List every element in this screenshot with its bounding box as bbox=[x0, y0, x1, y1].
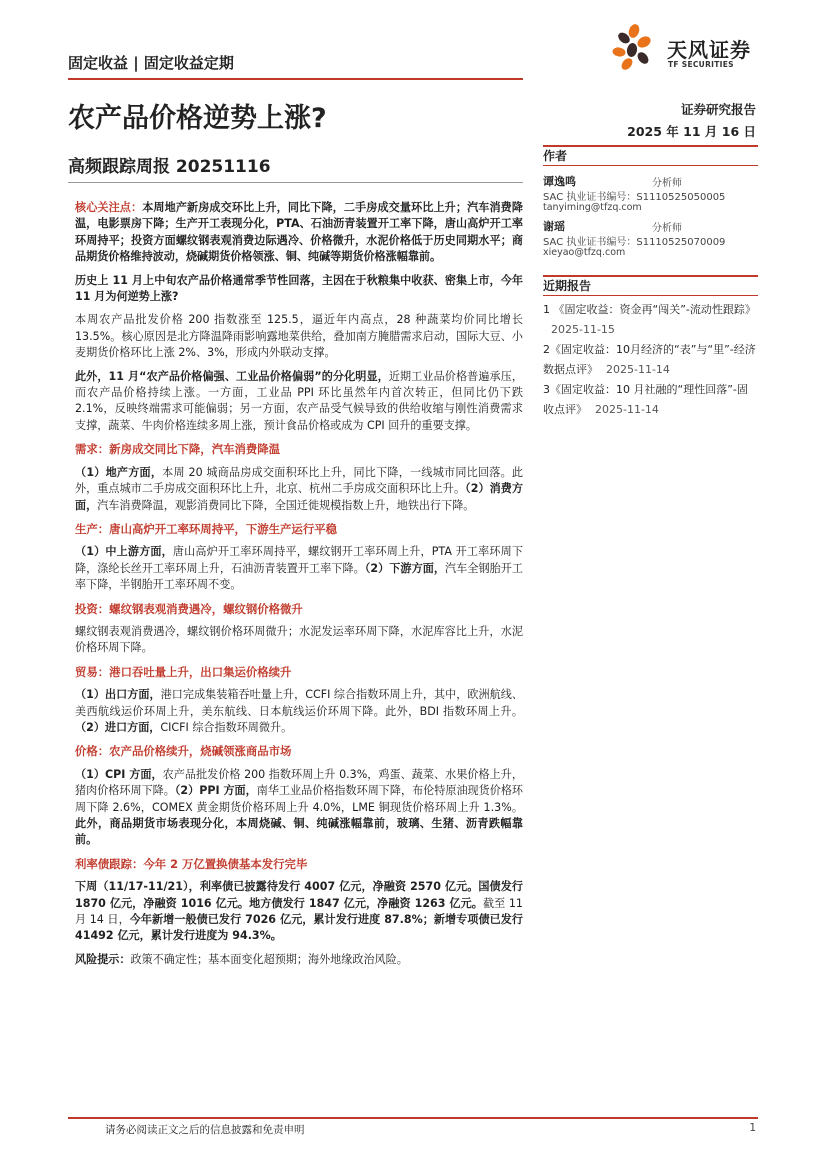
page-number: 1 bbox=[749, 1122, 756, 1134]
author-rule-bottom bbox=[543, 165, 758, 166]
report-subtitle: 高频跟踪周报 20251116 bbox=[68, 157, 271, 177]
body-paragraph: 下周（11/17-11/21），利率债已披露待发行 4007 亿元，净融资 2570 亿元。国债发行 1870 亿元，净融资 1016 亿元。地方债发行 1847 亿元，净融资 1263 亿元。截至 11 月 14 日，今年新增一般债已发行 7026 亿元，累计发行进度 87.8%；新增专项债已发行 41492 亿元，累计发行进度为 94.3%。 bbox=[75, 880, 523, 943]
section-heading-investment: 投资：螺纹钢表观消费遇冷，螺纹钢价格微升 bbox=[75, 601, 303, 616]
body-paragraph: 此外，11 月“农产品价格偏强、工业品价格偏弱”的分化明显，近期工业品价格普遍承压，而农产品价格持续上涨。一方面，工业品 PPI 环比虽然年内首次转正，但同比仍下跌 2.1%，反映终端需求可能偏弱；另一方面，农产品受气候导致的供给收缩与刚性消费需求支撑，蔬菜、牛肉价格连续多周上涨，预计食品价格或成为 CPI 回升的重要支撑。 bbox=[75, 369, 523, 432]
section-heading-production: 生产：唐山高炉开工率环周持平，下游生产运行平稳 bbox=[75, 521, 337, 536]
body-paragraph: （1）出口方面，港口完成集装箱吞吐量上升，CCFI 综合指数环周上升，其中，欧洲航线、美西航线运价环周上升，美东航线、日本航线运价环周下降。此外，BDI 指数环周上升。（2）进口方面，CICFI 综合指数环周微升。 bbox=[75, 688, 523, 734]
body-paragraph: （1）CPI 方面，农产品批发价格 200 指数环周上升 0.3%，鸡蛋、蔬菜、水果价格上升，猪肉价格环周下降。（2）PPI 方面，南华工业品价格指数环周下降，布伦特原油现货价格环周下降 2.6%，COMEX 黄金期货价格环周上升 4.0%，LME 铜现货价格环周上升 1.3%。此外，商品期货市场表现分化，本周烧碱、铜、纯碱涨幅靠前，玻璃、生猪、沥青跌幅靠前。 bbox=[75, 767, 524, 847]
section-heading-trade: 贸易：港口吞吐量上升，出口集运价格续升 bbox=[75, 664, 292, 679]
author-email[interactable]: xieyao@tfzq.com bbox=[543, 247, 626, 258]
footer-disclaimer[interactable]: 请务必阅读正文之后的信息披露和免责申明 bbox=[105, 1124, 305, 1136]
body-paragraph: 螺纹钢表观消费遇冷，螺纹钢价格环周微升；水泥发运率环周下降，水泥库容比上升，水泥价格环周下降。 bbox=[75, 624, 523, 655]
main-body bbox=[75, 200, 523, 975]
section-heading-rates: 利率债跟踪：今年 2 万亿置换债基本发行完毕 bbox=[75, 856, 308, 871]
author-license: SAC 执业证书编号：S1110525070009 bbox=[543, 237, 726, 248]
recent-reports-list bbox=[543, 300, 758, 421]
author-role: 分析师 bbox=[652, 178, 682, 189]
body-paragraph: （1）中上游方面，唐山高炉开工率环周持平，螺纹钢开工率环周上升，PTA 开工率环周下降，涤纶长丝开工率环周上升，石油沥青装置开工率下降。（2）下游方面，汽车全钢胎开工率下降，半钢胎开工率环周不变。 bbox=[75, 545, 523, 592]
author-role: 分析师 bbox=[652, 223, 682, 234]
header-rule bbox=[68, 78, 523, 80]
author-rule-top bbox=[543, 145, 758, 147]
report-title: 农产品价格逆势上涨? bbox=[68, 103, 327, 134]
logo-mark-icon bbox=[612, 23, 653, 72]
report-type: 证券研究报告 bbox=[680, 102, 756, 117]
author-name: 谢瑶 bbox=[543, 220, 565, 233]
section-heading-price: 价格：农产品价格续升，烧碱领涨商品市场 bbox=[75, 744, 292, 759]
question-paragraph: 历史上 11 月上中旬农产品价格通常季节性回落，主因在于秋粮集中收获、密集上市，今年 11 月为何逆势上涨? bbox=[75, 273, 523, 304]
recent-rule-bottom bbox=[543, 295, 758, 296]
recent-report-item[interactable]: 3《固定收益：10 月社融的“理性回落”-固收点评》 2025-11-14 bbox=[543, 383, 748, 416]
risk-paragraph: 风险提示：政策不确定性；基本面变化超预期；海外地缘政治风险。 bbox=[75, 952, 408, 966]
key-points-paragraph: 核心关注点：本周地产新房成交环比上升，同比下降，二手房成交量环比上升；汽车消费降温，电影票房下降；生产开工表现分化，PTA、石油沥青装置开工率下降，唐山高炉开工率环周持平；投资方面螺纹钢表观消费边际遇冷、价格微升，水泥价格低于历史同期水平；商品期货价格维持波动，烧碱期货价格领涨、铜、纯碱等期货价格涨幅靠前。 bbox=[75, 201, 523, 264]
report-category: 固定收益 | 固定收益定期 bbox=[68, 54, 234, 72]
recent-report-item[interactable]: 2《固定收益：10月经济的“表”与“里”-经济数据点评》 2025-11-14 bbox=[543, 343, 756, 376]
author-heading: 作者 bbox=[543, 149, 568, 163]
report-date: 2025 年 11 月 16 日 bbox=[627, 124, 756, 139]
recent-report-item[interactable]: 1 《固定收益：资金再“闯关”-流动性跟踪》2025-11-15 bbox=[543, 303, 756, 336]
recent-reports-heading: 近期报告 bbox=[543, 279, 592, 293]
body-paragraph: 本周农产品批发价格 200 指数涨至 125.5，逼近年内高点，28 种蔬菜均价同比增长 13.5%。核心原因是北方降温降雨影响露地菜供给，叠加南方腌腊需求启动，国际大豆、小麦期货价格环比上涨 2%、3%，形成内外联动支撑。 bbox=[75, 313, 523, 360]
logo-text-cn: 天风证券 bbox=[667, 38, 751, 62]
author-email[interactable]: tanyiming@tfzq.com bbox=[543, 202, 642, 213]
section-heading-demand: 需求：新房成交同比下降，汽车消费降温 bbox=[75, 442, 281, 457]
author-name: 谭逸鸣 bbox=[543, 175, 576, 188]
logo-text-en: TF SECURITIES bbox=[668, 60, 734, 69]
body-paragraph: （1）地产方面，本周 20 城商品房成交面积环比上升，同比下降，一线城市同比回落。此外，重点城市二手房成交面积环比上升，北京、杭州二手房成交面积环比上升。（2）消费方面，汽车消费降温，观影消费同比下降，全国迁徙规模指数上升，地铁出行下降。 bbox=[75, 465, 523, 512]
footer-rule bbox=[68, 1117, 758, 1119]
author-license: SAC 执业证书编号：S1110525050005 bbox=[543, 192, 726, 203]
title-rule bbox=[68, 182, 523, 183]
